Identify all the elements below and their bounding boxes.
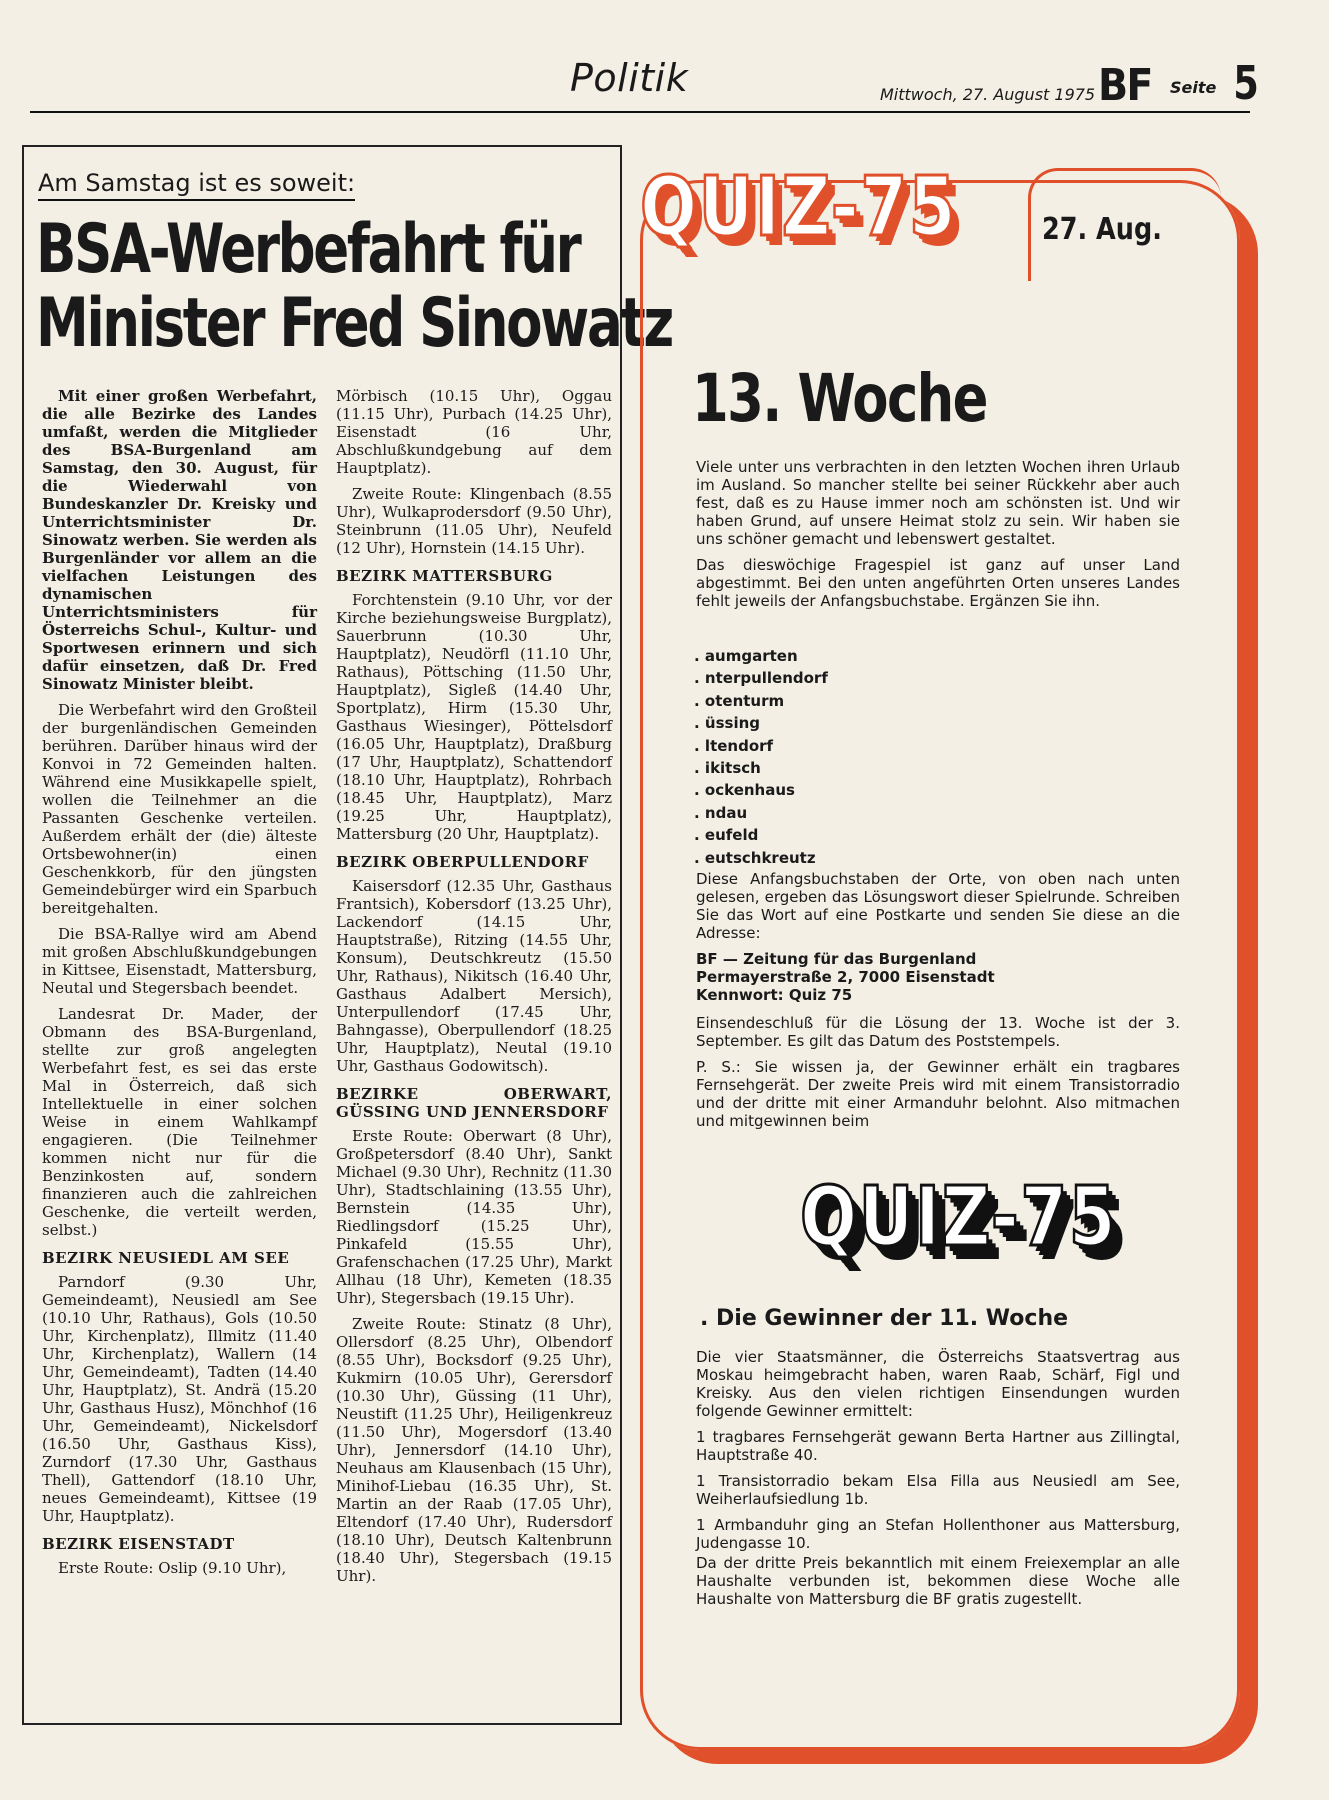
list-item: . otenturm — [694, 690, 994, 712]
winner-entry: 1 tragbares Fernsehgerät gewann Berta Hartner aus Zillingtal, Hauptstraße 40. — [696, 1428, 1180, 1464]
quiz-place-list — [694, 645, 994, 869]
article-paragraph: Zweite Route: Stinatz (8 Uhr), Ollersdorf (8.25 Uhr), Olbendorf (8.55 Uhr), Bocksdorf (9.25 Uhr), Kukmirn (10.05 Uhr), Gerersdorf (10.30 Uhr), Güssing (11 Uhr), Neustift (11.25 Uhr), Heiligenkreuz (11.50 Uhr), Mogersdorf (13.40 Uhr), Jennersdorf (14.10 Uhr), Neuhaus am Klausenbach (15 Uhr), Minihof-Liebau (16.35 Uhr), St. Martin an der Raab (17.05 Uhr), Eltendorf (17.40 Uhr), Rudersdorf (18.10 Uhr), Deutsch Kaltenbrunn (18.40 Uhr), Stegersbach (19.15 Uhr). — [336, 1315, 612, 1585]
list-item: . üssing — [694, 712, 994, 734]
address-line: Kennwort: Quiz 75 — [696, 986, 853, 1004]
quiz-intro — [696, 458, 1180, 618]
bf-logo: BF — [1097, 60, 1152, 111]
article-paragraph: Die BSA-Rallye wird am Abend mit großen Abschlußkundgebungen in Kittsee, Eisenstadt, Mattersburg, Neutal und Stegersbach beendet. — [42, 925, 317, 997]
list-item: . ikitsch — [694, 757, 994, 779]
article-kicker: Am Samstag ist es soweit: — [38, 169, 355, 201]
winner-entry: 1 Transistorradio bekam Elsa Filla aus Neusiedl am See, Weiherlaufsiedlung 1b. — [696, 1472, 1180, 1508]
subhead-oberpullendorf: BEZIRK OBERPULLENDORF — [336, 853, 589, 871]
article-paragraph: Mörbisch (10.15 Uhr), Oggau (11.15 Uhr), Purbach (14.25 Uhr), Eisenstadt (16 Uhr, Abschlußkundgebung auf dem Hauptplatz). — [336, 387, 612, 477]
winners-closing: Da der dritte Preis bekanntlich mit einem Freiexemplar an alle Haushalte verbunden ist, bekommen diese Woche alle Haushalte von Mattersburg die BF gratis zugestellt. — [696, 1554, 1180, 1608]
article-paragraph: Parndorf (9.30 Uhr, Gemeindeamt), Neusiedl am See (10.10 Uhr, Rathaus), Gols (10.50 Uhr, Kirchenplatz), Illmitz (11.40 Uhr, Kirchenplatz), Wallern (14 Uhr, Gemeindeamt), Tadten (14.40 Uhr, Hauptplatz), St. Andrä (15.20 Uhr, Gasthaus Husz), Mönchhof (16 Uhr, Gemeindeamt), Nickelsdorf (16.50 Uhr, Gasthaus Kiss), Zurndorf (17.30 Uhr, Gasthaus Thell), Gattendorf (18.10 Uhr, neues Gemeindeamt), Kittsee (19 Uhr, Hauptplatz). — [42, 1273, 317, 1525]
quiz-logo-top — [640, 160, 990, 260]
quiz-intro-paragraph-2: Das dieswöchige Fragespiel ist ganz auf unser Land abgestimmt. Bei den unten angeführten Orten unseres Landes fehlt jeweils der Anfangsbuchstabe. Ergänzen Sie ihn. — [696, 556, 1180, 610]
masthead — [30, 50, 1259, 111]
list-item: . ltendorf — [694, 735, 994, 757]
quiz-ps: P. S.: Sie wissen ja, der Gewinner erhält ein tragbares Fernsehgerät. Der zweite Preis wird mit einem Transistorradio und der dritte mit einer Armanduhr belohnt. Also mitmachen und mitgewinnen beim — [696, 1058, 1180, 1130]
list-item: . ockenhaus — [694, 779, 994, 801]
winners-title: . Die Gewinner der 11. Woche — [700, 1306, 1069, 1331]
list-item: . ndau — [694, 802, 994, 824]
article-paragraph: Zweite Route: Klingenbach (8.55 Uhr), Wulkaprodersdorf (9.50 Uhr), Steinbrunn (11.05 Uhr), Neufeld (12 Uhr), Hornstein (14.15 Uhr). — [336, 485, 612, 557]
headline-line-1: BSA-Werbefahrt für — [36, 210, 580, 289]
article-headline — [36, 210, 672, 363]
article-paragraph: Kaisersdorf (12.35 Uhr, Gasthaus Frantsich), Kobersdorf (13.25 Uhr), Lackendorf (14.15 Uhr, Hauptstraße), Ritzing (14.55 Uhr, Konsum), Deutschkreutz (15.50 Uhr, Rathaus), Nikitsch (16.40 Uhr, Gasthaus Adalbert Mersich), Unterpullendorf (17.45 Uhr, Bahngasse), Oberpullendorf (18.25 Uhr, Hauptplatz), Neutal (19.10 Uhr, Gasthaus Godowitsch). — [336, 877, 612, 1075]
article-paragraph: Die Werbefahrt wird den Großteil der burgenländischen Gemeinden berühren. Darüber hinaus wird der Konvoi in 72 Gemeinden halten. Während eine Musikkapelle spielt, wollen die Teilnehmer an die Passanten Geschenke verteilen. Außerdem erhält der (die) älteste Ortsbewohner(in) einen Geschenkkorb, für den jüngsten Gemeindebürger wird ein Sparbuch bereitgehalten. — [42, 701, 317, 917]
article-paragraph: Erste Route: Oberwart (8 Uhr), Großpetersdorf (8.40 Uhr), Sankt Michael (9.30 Uhr), Rechnitz (11.30 Uhr), Stadtschlaining (13.55 Uhr), Bernstein (14.35 Uhr), Riedlingsdorf (15.25 Uhr), Pinkafeld (15.55 Uhr), Grafenschachen (17.25 Uhr), Markt Allhau (18 Uhr), Kemeten (18.35 Uhr), Stegersbach (19.15 Uhr). — [336, 1127, 612, 1307]
quiz-logo-bottom — [800, 1170, 1180, 1280]
winners-block — [696, 1348, 1180, 1616]
list-item: . eutschkreutz — [694, 847, 994, 869]
address-line: BF — Zeitung für das Burgenland — [696, 950, 977, 968]
subhead-mattersburg: BEZIRK MATTERSBURG — [336, 567, 553, 585]
quiz-logo-text: QUIZ-75 — [800, 1170, 1118, 1265]
quiz-instructions-block — [696, 870, 1180, 1138]
quiz-week-title: 13. Woche — [692, 360, 987, 437]
list-item: . aumgarten — [694, 645, 994, 667]
article-column-right — [336, 387, 612, 1593]
subhead-eisenstadt: BEZIRK EISENSTADT — [42, 1535, 235, 1553]
quiz-deadline: Einsendeschluß für die Lösung der 13. Woche ist der 3. September. Es gilt das Datum des Poststempels. — [696, 1014, 1180, 1050]
quiz-date: 27. Aug. — [1042, 212, 1162, 247]
masthead-rule — [30, 111, 1250, 113]
quiz-intro-paragraph-1: Viele unter uns verbrachten in den letzten Wochen ihren Urlaub im Ausland. So mancher stellte bei seiner Rückkehr aber auch fest, daß es zu Hause immer noch am schönsten ist. Und wir haben Grund, auf unsere Heimat stolz zu sein. Wir haben sie uns schöner gemacht und lebenswert gestaltet. — [696, 458, 1180, 548]
subhead-neusiedl: BEZIRK NEUSIEDL AM SEE — [42, 1249, 290, 1267]
quiz-logo-text: QUIZ-75 — [640, 160, 958, 255]
list-item: . nterpullendorf — [694, 667, 994, 689]
section-title: Politik — [570, 56, 689, 100]
article-paragraph: Landesrat Dr. Mader, der Obmann des BSA-Burgenland, stellte zur groß angelegten Werbefahrt fest, es sei das erste Mal in Österreich, daß sich Intellektuelle in einer solchen Weise in einem Wahlkampf engagieren. (Die Teilnehmer kommen nicht nur für die Benzinkosten auf, sondern finanzieren auch die zahlreichen Geschenke, die verteilt werden, selbst.) — [42, 1005, 317, 1239]
page-label: Seite — [1170, 78, 1217, 97]
quiz-instructions: Diese Anfangsbuchstaben der Orte, von oben nach unten gelesen, ergeben das Lösungswort dieser Spielrunde. Schreiben Sie das Wort auf eine Postkarte und senden Sie diese an die Adresse: — [696, 870, 1180, 942]
address-line: Permayerstraße 2, 7000 Eisenstadt — [696, 968, 995, 986]
article-column-left — [42, 387, 317, 1585]
winners-intro: Die vier Staatsmänner, die Österreichs Staatsvertrag aus Moskau heimgebracht haben, waren Raab, Schärf, Figl und Kreisky. Aus den vielen richtigen Einsendungen wurden folgende Gewinner ermittelt: — [696, 1348, 1180, 1420]
list-item: . eufeld — [694, 824, 994, 846]
page-number: 5 — [1233, 56, 1259, 110]
quiz-address — [696, 950, 1180, 1004]
winner-entry: 1 Armbanduhr ging an Stefan Hollenthoner aus Mattersburg, Judengasse 10. — [696, 1516, 1180, 1552]
issue-date: Mittwoch, 27. August 1975 — [880, 85, 1096, 104]
subhead-oberwart: BEZIRKE OBERWART, GÜSSING UND JENNERSDORF — [336, 1085, 612, 1121]
article-box — [22, 145, 672, 1725]
article-lead: Mit einer großen Werbefahrt, die alle Bezirke des Landes umfaßt, werden die Mitglieder des BSA-Burgenland am Samstag, den 30. August, für die Wiederwahl von Bundeskanzler Dr. Kreisky und Unterrichtsminister Dr. Sinowatz werben. Sie werden als Burgenländer vor allem an die vielfachen Leistungen des dynamischen Unterrichtsministers für Österreichs Schul-, Kultur- und Sportwesen erinnern und sich dafür einsetzen, daß Dr. Fred Sinowatz Minister bleibt. — [42, 387, 317, 693]
headline-line-2: Minister Fred Sinowatz — [36, 284, 672, 363]
article-paragraph: Erste Route: Oslip (9.10 Uhr), — [58, 1559, 287, 1577]
article-paragraph: Forchtenstein (9.10 Uhr, vor der Kirche beziehungsweise Burgplatz), Sauerbrunn (10.30 Uhr, Hauptplatz), Neudörfl (11.10 Uhr, Rathaus), Pöttsching (11.50 Uhr, Hauptplatz), Sigleß (14.40 Uhr, Sportplatz), Hirm (15.30 Uhr, Gasthaus Wiesinger), Pöttelsdorf (16.05 Uhr, Hauptplatz), Draßburg (17 Uhr, Hauptplatz), Schattendorf (18.10 Uhr, Hauptplatz), Rohrbach (18.45 Uhr, Hauptplatz), Marz (19.25 Uhr, Hauptplatz), Mattersburg (20 Uhr, Hauptplatz). — [336, 591, 612, 843]
